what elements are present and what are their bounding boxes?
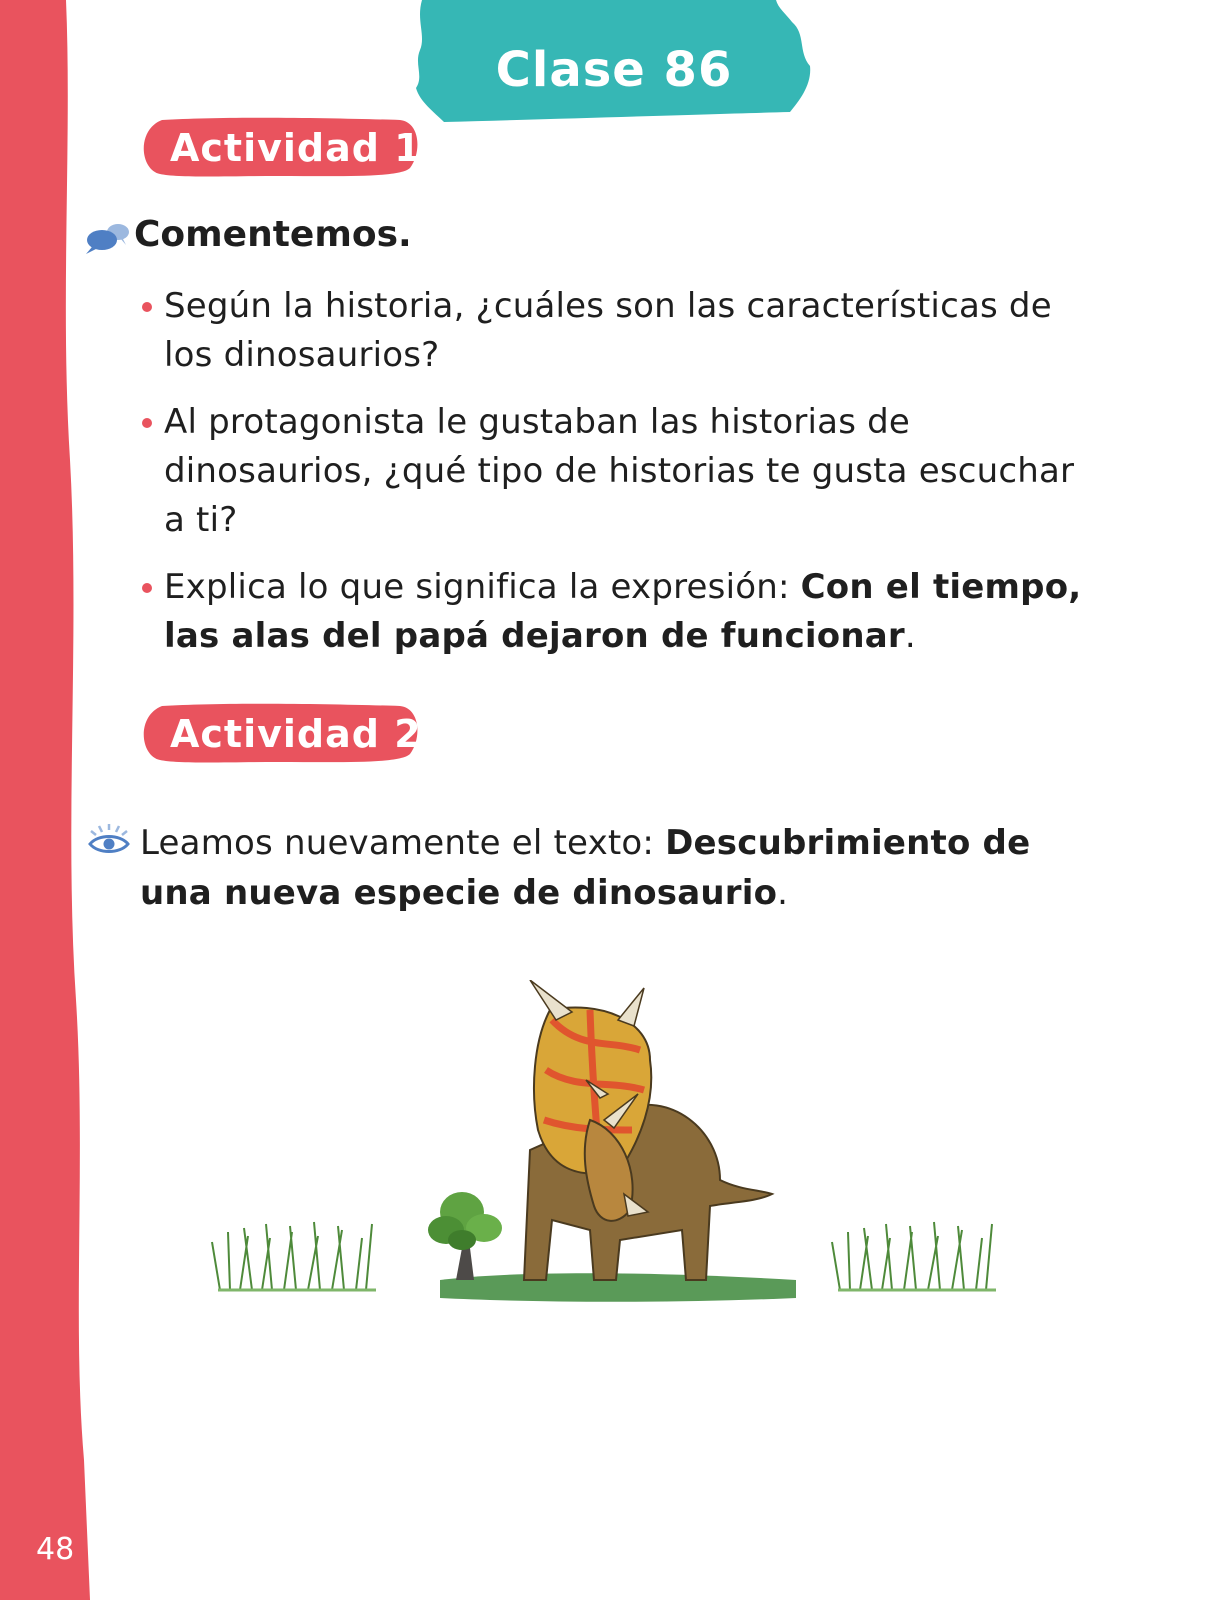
text-title: Descubrimiento de una nueva especie de dinosaurio — [140, 823, 1031, 913]
eye-icon — [88, 822, 130, 856]
comentemos-row — [82, 214, 412, 258]
activity-2-badge — [138, 702, 428, 766]
discussion-questions — [140, 282, 1100, 679]
bullet-dot — [142, 302, 152, 312]
activity-1-badge — [138, 116, 428, 180]
activity-2-label: Actividad 2 — [170, 712, 422, 756]
small-tree — [428, 1192, 502, 1280]
grass-left — [212, 1222, 376, 1290]
question-3: Explica lo que significa la expresión: Con el tiempo, las alas del papá dejaron de funcionar. — [140, 563, 1100, 661]
quoted-expression: Con el tiempo, las alas del papá dejaron de funcionar — [164, 567, 1082, 656]
question-1: Según la historia, ¿cuáles son las características de los dinosaurios? — [140, 282, 1100, 380]
speech-bubbles-icon — [82, 218, 134, 258]
page-number: 48 — [36, 1532, 75, 1567]
bullet-dot — [142, 418, 152, 428]
activity-1-label: Actividad 1 — [170, 126, 422, 170]
grass-right — [832, 1222, 996, 1290]
comentemos-heading: Comentemos. — [134, 214, 412, 255]
read-instruction: Leamos nuevamente el texto: Descubrimiento de una nueva especie de dinosaurio. — [140, 823, 1031, 913]
question-2: Al protagonista le gustaban las historias de dinosaurios, ¿qué tipo de historias te gusta escuchar a ti? — [140, 398, 1100, 545]
bullet-dot — [142, 583, 152, 593]
dinosaur-illustration — [200, 980, 1020, 1320]
dinosaur — [524, 980, 772, 1280]
clase-title: Clase 86 — [495, 42, 733, 98]
